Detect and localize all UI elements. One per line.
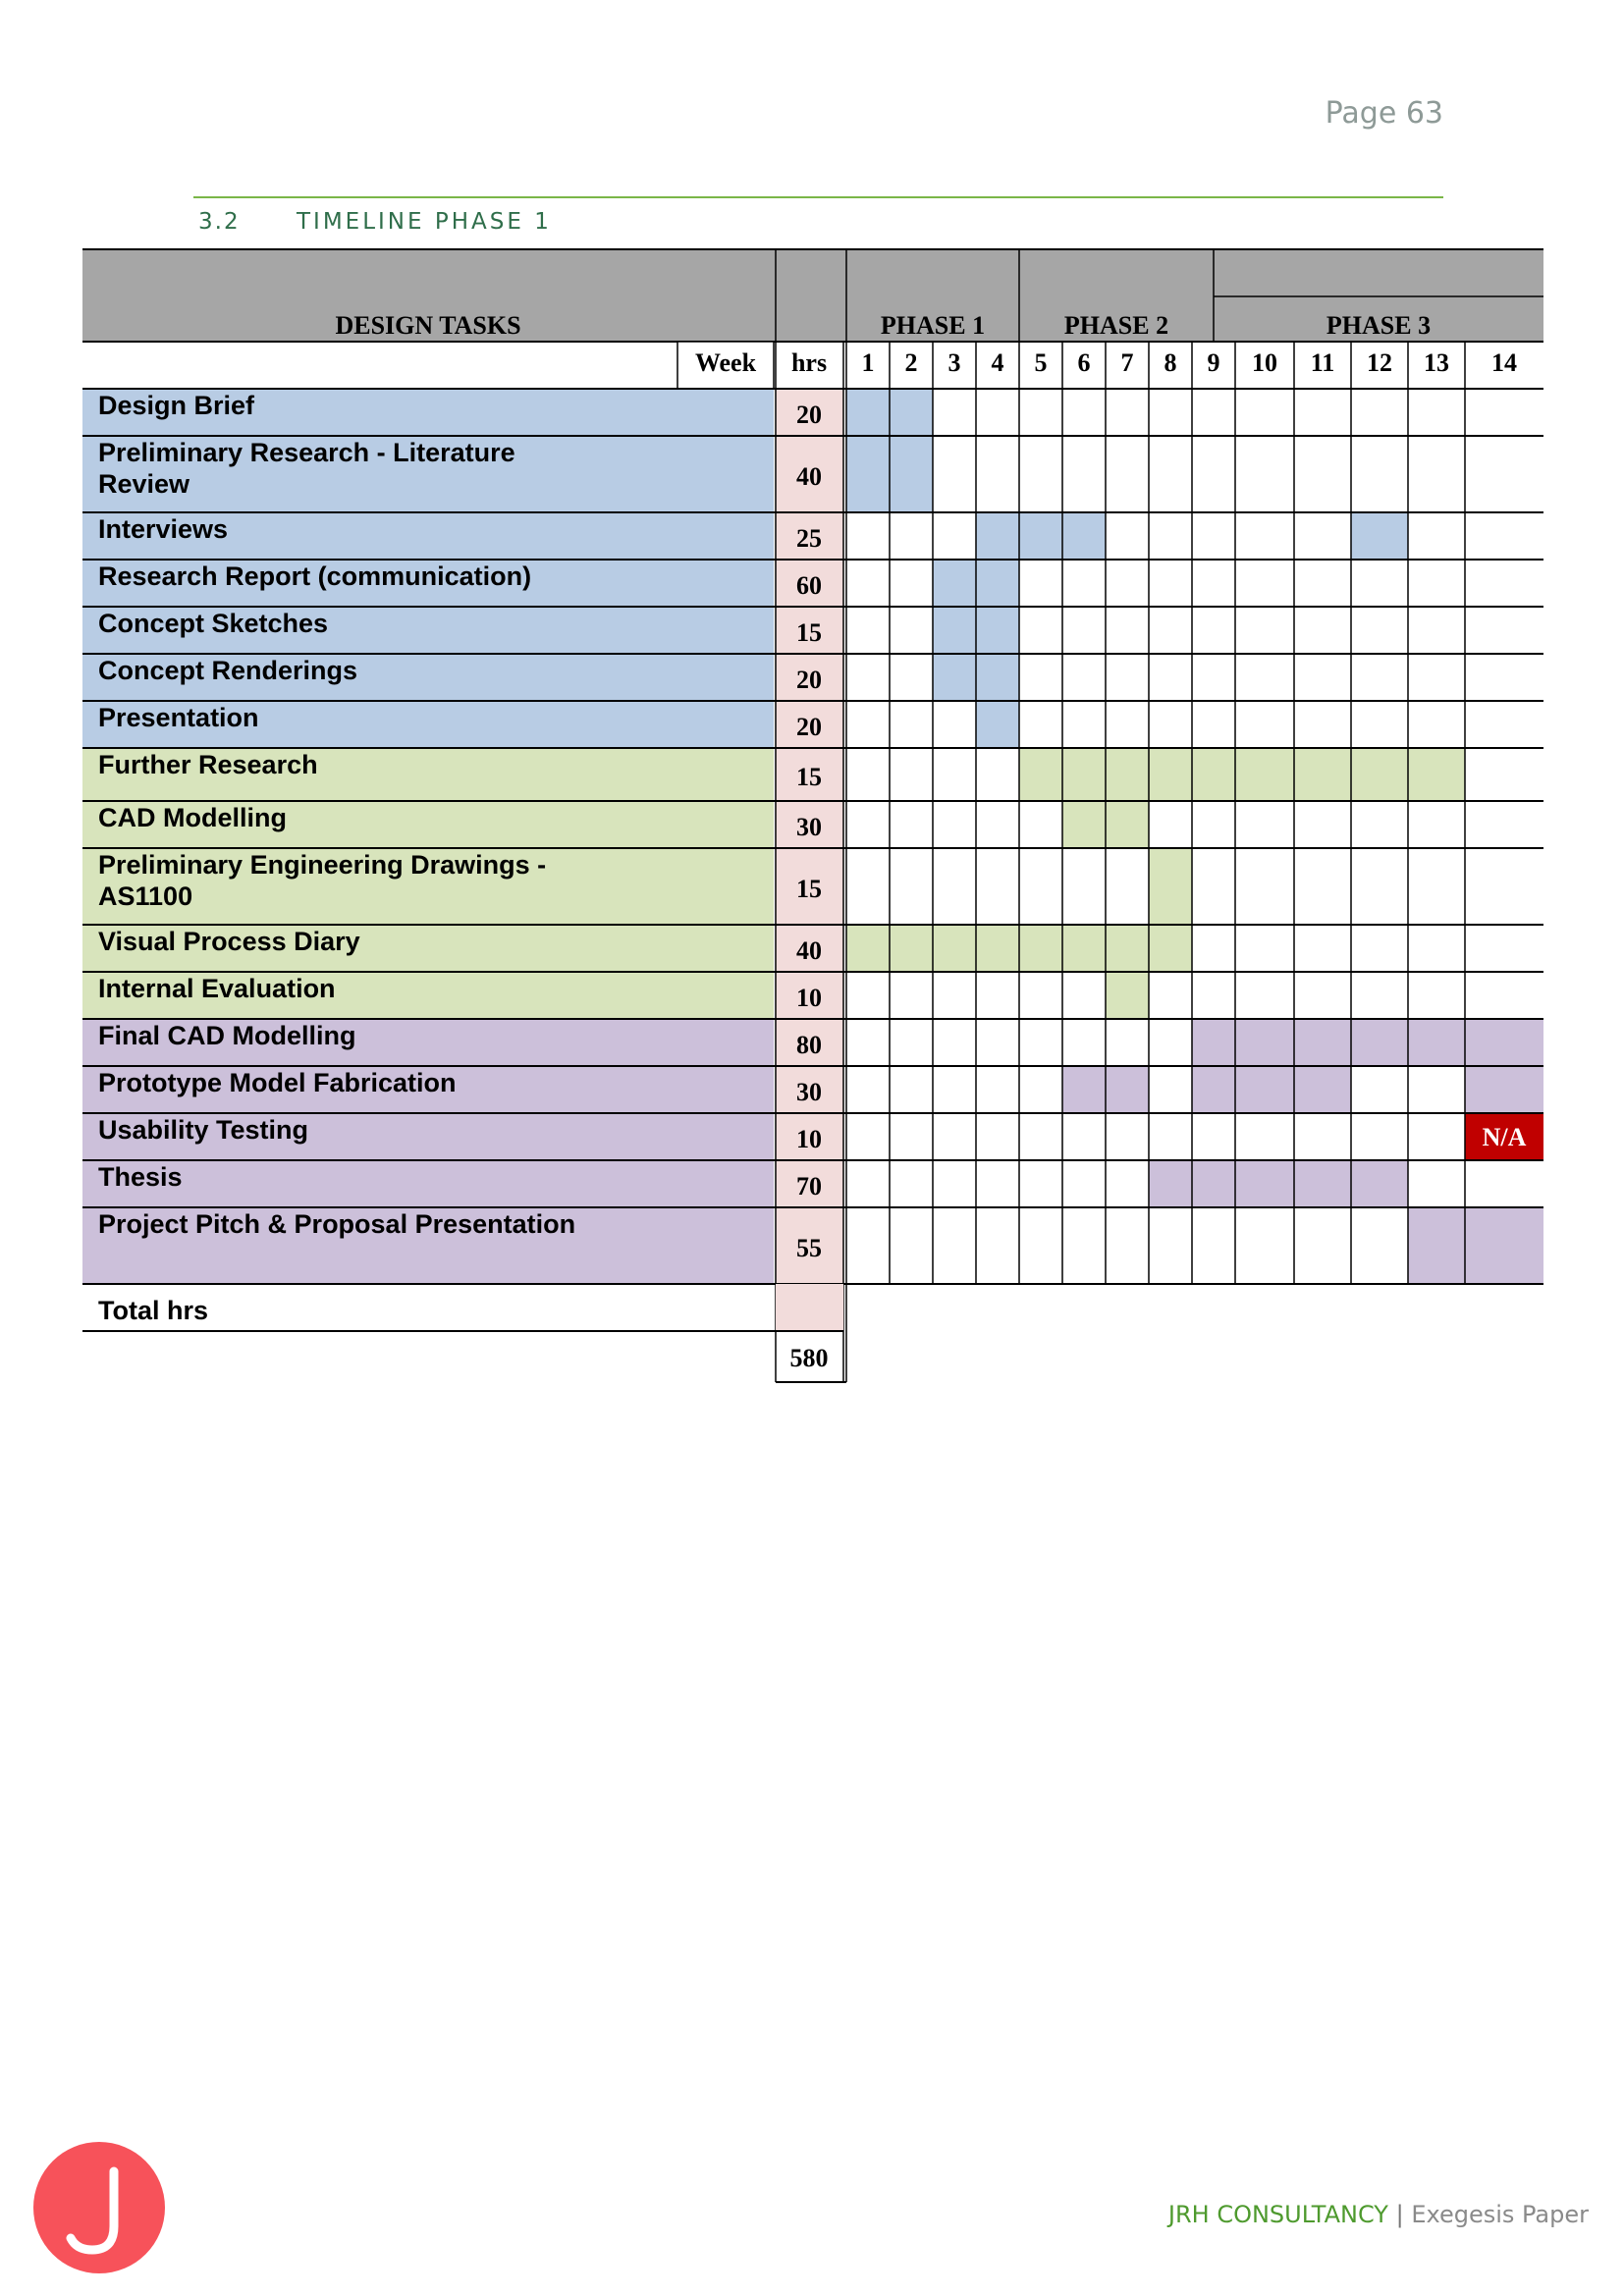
gantt-bar-cell bbox=[1192, 1066, 1235, 1113]
gantt-bar-cell bbox=[976, 925, 1019, 972]
task-name: Presentation bbox=[98, 703, 259, 732]
gantt-bar-cell bbox=[1106, 972, 1149, 1019]
task-name: Design Brief bbox=[98, 391, 255, 420]
hrs-label: hrs bbox=[790, 348, 828, 377]
task-hours: 20 bbox=[796, 400, 822, 429]
task-hours: 10 bbox=[796, 984, 822, 1012]
week-label: Week bbox=[694, 348, 757, 377]
gantt-bar-cell bbox=[1351, 748, 1408, 801]
gantt-bar-cell bbox=[1351, 1160, 1408, 1207]
task-row bbox=[82, 1160, 774, 1207]
total-hours-cell bbox=[776, 1284, 843, 1331]
week-number: 5 bbox=[1034, 348, 1048, 377]
task-hours: 20 bbox=[796, 713, 822, 741]
task-name: CAD Modelling bbox=[98, 803, 287, 832]
footer-separator: | bbox=[1395, 2201, 1404, 2228]
gantt-bar-cell bbox=[1408, 1019, 1465, 1066]
week-number: 3 bbox=[947, 348, 961, 377]
section-title: TIMELINE PHASE 1 bbox=[297, 209, 552, 235]
gantt-bar-cell bbox=[890, 389, 933, 436]
gantt-bar-cell bbox=[1408, 748, 1465, 801]
gantt-bar-cell bbox=[1294, 1019, 1351, 1066]
task-hours: 10 bbox=[796, 1125, 822, 1153]
task-hours: 80 bbox=[796, 1031, 822, 1059]
task-hours: 55 bbox=[796, 1234, 822, 1262]
task-name: Research Report (communication) bbox=[98, 561, 532, 591]
gantt-bar-cell bbox=[1106, 801, 1149, 848]
task-name: Project Pitch & Proposal Presentation bbox=[98, 1209, 576, 1239]
phase-header: PHASE 3 bbox=[1326, 311, 1432, 340]
gantt-bar-cell bbox=[933, 607, 976, 654]
gantt-bar-cell bbox=[1062, 748, 1106, 801]
gantt-bar-cell bbox=[1019, 512, 1062, 560]
gantt-bar-cell bbox=[976, 607, 1019, 654]
task-hours: 15 bbox=[796, 618, 822, 647]
gantt-bar-cell bbox=[1149, 925, 1192, 972]
gantt-bar-cell bbox=[1192, 1160, 1235, 1207]
task-name: Preliminary Research - Literature bbox=[98, 438, 515, 467]
gantt-bar-cell bbox=[1062, 512, 1106, 560]
gantt-bar-cell bbox=[1235, 1160, 1294, 1207]
week-number: 14 bbox=[1491, 348, 1517, 377]
gantt-bar-cell bbox=[933, 560, 976, 607]
week-number: 7 bbox=[1120, 348, 1134, 377]
gantt-bar-cell bbox=[976, 560, 1019, 607]
task-name: Preliminary Engineering Drawings - bbox=[98, 850, 547, 880]
gantt-bar-cell bbox=[1351, 1019, 1408, 1066]
gantt-bar-cell bbox=[1465, 1019, 1543, 1066]
week-number: 8 bbox=[1164, 348, 1177, 377]
task-hours: 30 bbox=[796, 813, 822, 841]
task-hours: 15 bbox=[796, 875, 822, 903]
task-name: Review bbox=[98, 469, 190, 499]
task-name: Usability Testing bbox=[98, 1115, 309, 1145]
section-number: 3.2 bbox=[198, 209, 241, 235]
gantt-bar-cell bbox=[1192, 748, 1235, 801]
task-name: Thesis bbox=[98, 1162, 183, 1192]
week-number: 11 bbox=[1310, 348, 1335, 377]
gantt-bar-cell bbox=[1106, 1066, 1149, 1113]
gantt-bar-cell bbox=[1351, 512, 1408, 560]
total-label: Total hrs bbox=[98, 1296, 209, 1325]
gantt-bar-cell bbox=[1019, 748, 1062, 801]
gantt-bar-cell bbox=[846, 436, 890, 512]
gantt-bar-cell bbox=[1235, 1066, 1294, 1113]
week-number: 2 bbox=[904, 348, 918, 377]
gantt-bar-cell bbox=[1294, 748, 1351, 801]
gantt-bar-cell bbox=[1192, 1019, 1235, 1066]
task-name: Concept Renderings bbox=[98, 656, 358, 685]
task-hours: 15 bbox=[796, 763, 822, 791]
task-hours: 25 bbox=[796, 524, 822, 553]
gantt-bar-cell bbox=[1149, 1160, 1192, 1207]
gantt-bar-cell bbox=[976, 701, 1019, 748]
gantt-bar-cell bbox=[1149, 748, 1192, 801]
header-band bbox=[82, 249, 1543, 342]
gantt-bar-cell bbox=[1294, 1066, 1351, 1113]
gantt-bar-cell bbox=[976, 654, 1019, 701]
gantt-bar-cell bbox=[1465, 1207, 1543, 1284]
gantt-bar-cell bbox=[1408, 1207, 1465, 1284]
gantt-bar-cell bbox=[1465, 1066, 1543, 1113]
week-number: 4 bbox=[991, 348, 1004, 377]
task-name: Prototype Model Fabrication bbox=[98, 1068, 457, 1097]
na-label: N/A bbox=[1482, 1123, 1527, 1151]
task-hours: 70 bbox=[796, 1172, 822, 1201]
week-number: 1 bbox=[861, 348, 875, 377]
task-hours: 20 bbox=[796, 666, 822, 694]
gantt-bar-cell bbox=[1149, 848, 1192, 925]
week-number: 10 bbox=[1252, 348, 1277, 377]
week-number: 6 bbox=[1077, 348, 1091, 377]
phase-header: PHASE 2 bbox=[1063, 311, 1169, 340]
task-name: Interviews bbox=[98, 514, 229, 544]
gantt-bar-cell bbox=[1062, 925, 1106, 972]
week-number: 9 bbox=[1207, 348, 1220, 377]
gantt-bar-cell bbox=[890, 925, 933, 972]
task-name: AS1100 bbox=[98, 881, 193, 911]
gantt-bar-cell bbox=[1062, 1066, 1106, 1113]
gantt-bar-cell bbox=[846, 389, 890, 436]
week-number: 13 bbox=[1424, 348, 1449, 377]
task-hours: 60 bbox=[796, 571, 822, 600]
gantt-bar-cell bbox=[1062, 801, 1106, 848]
footer-brand: JRH CONSULTANCY bbox=[1167, 2201, 1388, 2228]
task-hours: 30 bbox=[796, 1078, 822, 1106]
gantt-bar-cell bbox=[933, 925, 976, 972]
task-name: Further Research bbox=[98, 750, 318, 779]
task-name: Final CAD Modelling bbox=[98, 1021, 356, 1050]
gantt-bar-cell bbox=[1235, 1019, 1294, 1066]
page-number: Page 63 bbox=[1325, 96, 1443, 131]
design-tasks-header: DESIGN TASKS bbox=[335, 311, 521, 340]
week-number: 12 bbox=[1367, 348, 1392, 377]
gantt-bar-cell bbox=[1235, 748, 1294, 801]
gantt-bar-cell bbox=[933, 654, 976, 701]
task-hours: 40 bbox=[796, 936, 822, 965]
task-hours: 40 bbox=[796, 462, 822, 491]
footer-document-name: Exegesis Paper bbox=[1411, 2201, 1589, 2228]
total-hours-value: 580 bbox=[789, 1344, 829, 1372]
task-name: Visual Process Diary bbox=[98, 927, 360, 956]
task-name: Concept Sketches bbox=[98, 609, 329, 638]
gantt-bar-cell bbox=[1106, 748, 1149, 801]
gantt-bar-cell bbox=[1294, 1160, 1351, 1207]
phase-header: PHASE 1 bbox=[880, 311, 986, 340]
gantt-bar-cell bbox=[890, 436, 933, 512]
footer bbox=[982, 2201, 1589, 2228]
gantt-bar-cell bbox=[846, 925, 890, 972]
gantt-bar-cell bbox=[1106, 925, 1149, 972]
gantt-bar-cell bbox=[976, 512, 1019, 560]
gantt-bar-cell bbox=[1019, 925, 1062, 972]
j-logo-icon bbox=[33, 2142, 165, 2273]
task-name: Internal Evaluation bbox=[98, 974, 336, 1003]
